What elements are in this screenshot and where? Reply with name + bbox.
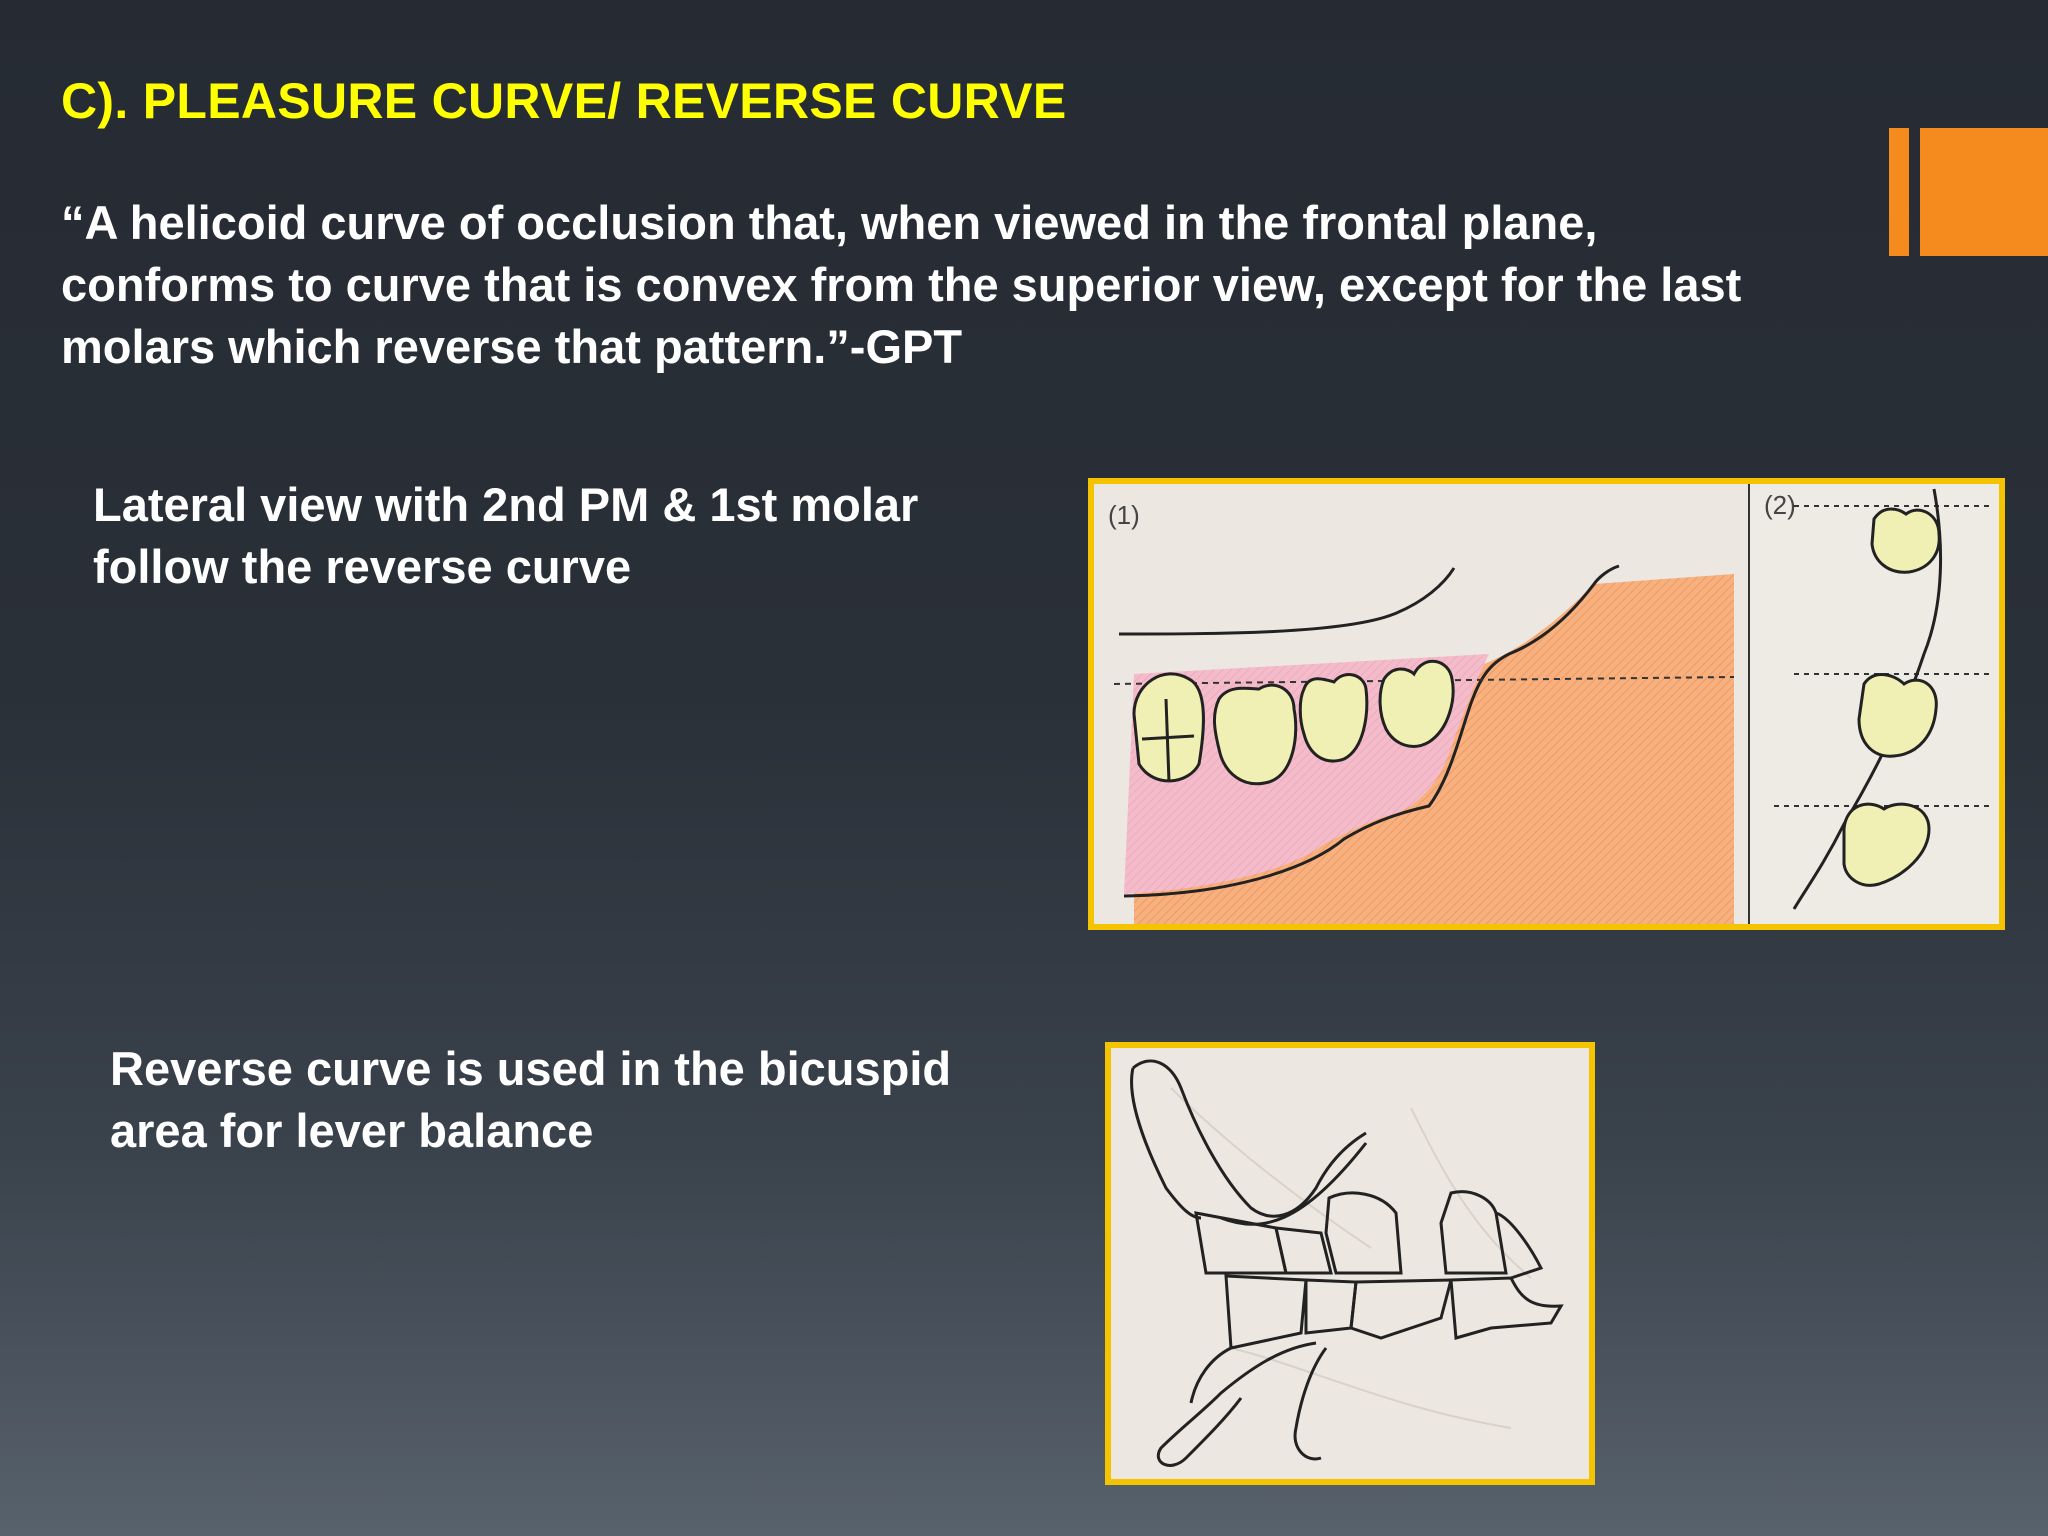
lever-balance-figure (1105, 1042, 1595, 1485)
caption-line: follow the reverse curve (93, 540, 632, 593)
caption-line: Lateral view with 2nd PM & 1st molar (93, 478, 919, 531)
lateral-view-caption (93, 474, 918, 598)
lateral-view-figure (1088, 478, 2005, 930)
slide-title: C). PLEASURE CURVE/ REVERSE CURVE (61, 73, 1067, 129)
panel2-label: (2) (1764, 490, 1796, 520)
frontal-tooth-upper (1872, 509, 1939, 572)
definition-line: molars which reverse that pattern.”-GPT (61, 320, 963, 373)
caption-line: Reverse curve is used in the bicuspid (110, 1042, 952, 1095)
tooth-second-premolar (1214, 685, 1295, 784)
tooth-premolar (1134, 674, 1203, 782)
lateral-view-illustration (1094, 484, 1999, 924)
definition-text (61, 192, 1941, 378)
lever-balance-illustration (1111, 1048, 1589, 1479)
panel1-label: (1) (1108, 500, 1140, 530)
definition-line: conforms to curve that is convex from the superior view, except for the last (61, 258, 1742, 311)
definition-line: “A helicoid curve of occlusion that, when viewed in the frontal plane, (61, 196, 1598, 249)
lever-balance-caption (110, 1038, 951, 1162)
tooth-first-molar (1300, 675, 1367, 761)
caption-line: area for lever balance (110, 1104, 594, 1157)
